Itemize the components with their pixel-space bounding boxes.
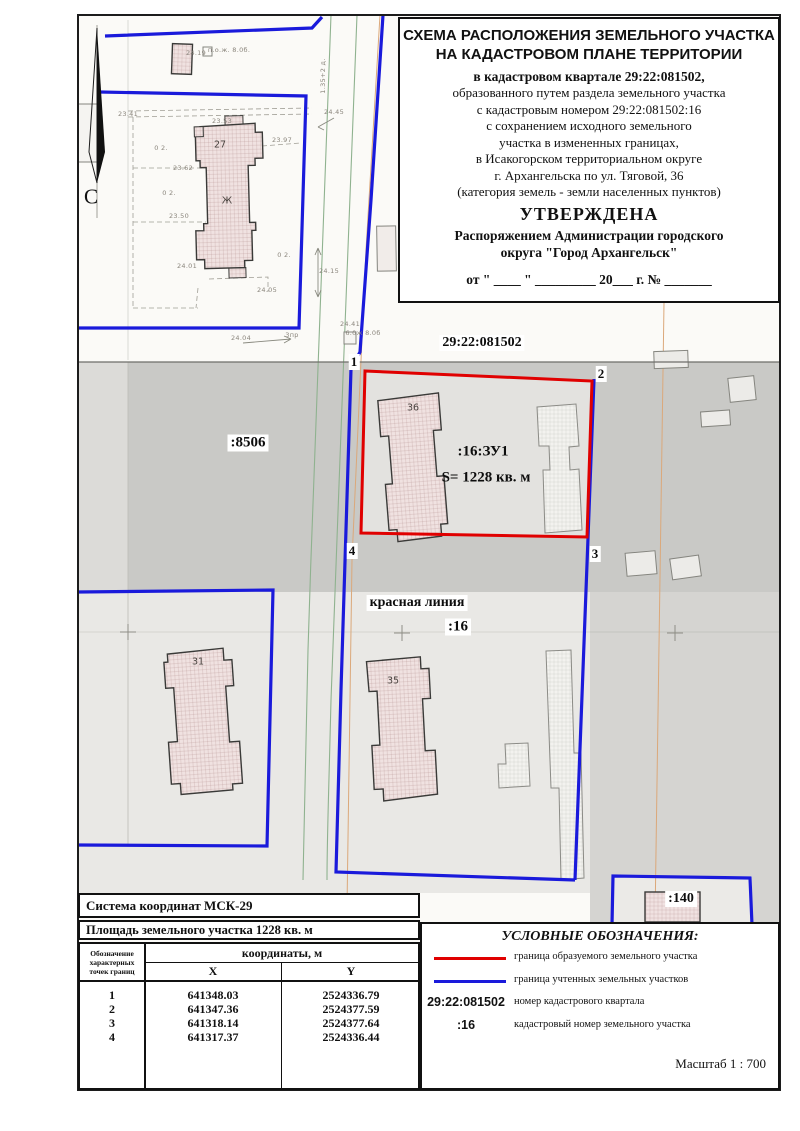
quarter-line: в кадастровом квартале 29:22:081502, xyxy=(473,69,705,84)
map-label-oz3: 0 2. xyxy=(277,251,291,259)
map-label-m2401: 24.01 xyxy=(176,262,198,270)
coord-y: 2524336.44 xyxy=(322,1030,380,1044)
formed-parcel-label: :16:ЗУ1 xyxy=(457,443,509,460)
legend-title: УСЛОВНЫЕ ОБОЗНАЧЕНИЯ: xyxy=(501,929,699,944)
legend-item-label: граница учтенных земельных участков xyxy=(514,974,689,985)
legend-item-label: номер кадастрового квартала xyxy=(514,996,645,1007)
map-label-m2350: 23.50 xyxy=(168,212,190,220)
map-label-m2397: 23.97 xyxy=(271,136,293,144)
title-body-line: г. Архангельска по ул. Тяговой, 36 xyxy=(494,167,684,183)
map-label-hw1: п.о.ж. 8.0б. xyxy=(207,46,251,54)
map-label-b27: 27 xyxy=(213,139,227,151)
point-number: 4 xyxy=(109,1030,115,1044)
map-label-oz2: 0 2. xyxy=(162,189,176,197)
map-label-m2415: 24.15 xyxy=(318,267,340,275)
point-label-4: 4 xyxy=(348,543,356,558)
map-label-m2445: 24.45 xyxy=(323,108,345,116)
table-divider xyxy=(144,962,424,963)
point-number: 2 xyxy=(109,1002,115,1016)
scheme-title-line1: СХЕМА РАСПОЛОЖЕНИЯ ЗЕМЕЛЬНОГО УЧАСТКА xyxy=(403,27,775,44)
title-block xyxy=(398,17,780,303)
coord-x: 641348.03 xyxy=(187,988,239,1002)
title-body-line: с кадастровым номером 29:22:081502:16 xyxy=(476,101,702,117)
red-line-label: красная линия xyxy=(367,595,468,611)
map-label-oz1: 0 2. xyxy=(154,144,168,152)
map-label-m2404: 24.04 xyxy=(230,334,252,342)
point-label-1: 1 xyxy=(350,354,358,369)
parcel-140-label: :140 xyxy=(665,891,697,907)
coord-x: 641347.36 xyxy=(187,1002,239,1016)
legend-item-label: граница образуемого земельного участка xyxy=(514,951,698,962)
title-body-line: участка в измененных границах, xyxy=(499,134,679,150)
scale-label: Масштаб 1 : 700 xyxy=(675,1056,766,1071)
table-divider xyxy=(80,980,418,982)
map-label-hw2: 6.0ж 8.0б xyxy=(345,329,381,337)
coord-y: 2524377.64 xyxy=(322,1016,380,1030)
title-body-line: образованного путем раздела земельного участка xyxy=(452,85,726,100)
scheme-title-line2: НА КАДАСТРОВОМ ПЛАНЕ ТЕРРИТОРИИ xyxy=(435,46,743,63)
coordinates-table xyxy=(78,942,420,1090)
blue-boundary-swatch xyxy=(434,980,506,983)
north-label: С xyxy=(83,184,99,209)
quarter-number-label: 29:22:081502 xyxy=(439,335,524,351)
map-label-m3pr: 3пр xyxy=(285,331,299,339)
map-label-b31: 31 xyxy=(191,656,205,668)
coord-y: 2524377.59 xyxy=(322,1002,380,1016)
point-number: 1 xyxy=(109,988,115,1002)
col-header-points: Обозначение характерных точек границ xyxy=(89,949,135,976)
map-label-m2353: 23.53 xyxy=(211,117,233,125)
coord-x: 641317.37 xyxy=(187,1030,239,1044)
title-body-line: с сохранением исходного земельного xyxy=(486,118,692,133)
map-label-m2405: 24.05 xyxy=(256,286,278,294)
point-label-2: 2 xyxy=(597,366,605,381)
point-label-3: 3 xyxy=(591,546,599,561)
parcel-8506-label: :8506 xyxy=(228,435,269,452)
legend-parcel-symbol: :16 xyxy=(456,1018,476,1032)
map-label-b36: 36 xyxy=(406,402,420,414)
point-number: 3 xyxy=(109,1016,115,1030)
col-header-y: Y xyxy=(346,964,356,978)
col-header-x: X xyxy=(208,964,218,978)
coord-y: 2524336.79 xyxy=(322,988,380,1002)
approved-label: УТВЕРЖДЕНА xyxy=(519,203,659,224)
crs-row: Система координат МСК-29 xyxy=(78,893,420,918)
gray-zone-left-strip xyxy=(78,362,128,592)
legend-item-label: кадастровый номер земельного участка xyxy=(514,1019,691,1030)
map-label-vert: 1.35+2 д. xyxy=(319,58,327,94)
right-gray-zone xyxy=(590,592,780,922)
title-body-line: (категория земель - земли населенных пунктов) xyxy=(457,184,721,199)
order-line1: Распоряжением Администрации городского xyxy=(454,227,724,243)
map-label-zh: Ж xyxy=(221,195,233,207)
order-date-line: от " ____ " _________ 20___ г. № _______ xyxy=(466,271,712,287)
order-line2: округа "Город Архангельск" xyxy=(500,244,678,260)
legend xyxy=(420,922,780,1090)
parcel-16-label: :16 xyxy=(445,619,471,636)
col-header-coords: координаты, м xyxy=(241,946,323,960)
title-body-line: в Исакогорском территориальном округе xyxy=(475,151,703,166)
map-label-m2419: 24.19 xyxy=(185,49,207,57)
map-label-m2362: 23.62 xyxy=(172,164,194,172)
map-label-m2341: 23.41 xyxy=(117,110,139,118)
red-boundary-swatch xyxy=(434,957,506,960)
coord-x: 641318.14 xyxy=(187,1016,239,1030)
map-label-m2441: 24.41 xyxy=(339,320,361,328)
legend-quarter-symbol: 29:22:081502 xyxy=(427,995,505,1009)
map-label-b35: 35 xyxy=(386,675,400,687)
area-row: Площадь земельного участка 1228 кв. м xyxy=(78,920,420,940)
parcel-area-label: S= 1228 кв. м xyxy=(441,469,531,486)
